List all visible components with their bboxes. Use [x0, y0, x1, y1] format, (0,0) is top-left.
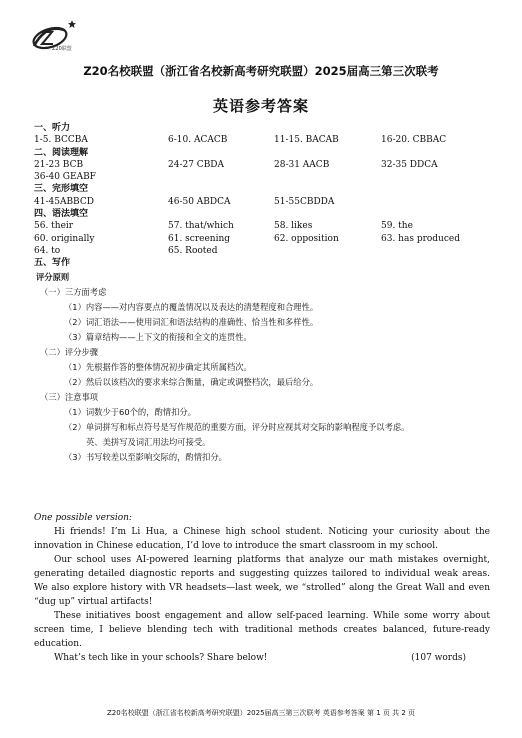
answer-cell: 51-55CBDDA — [274, 196, 335, 207]
answer-row — [34, 245, 494, 257]
document-title: 英语参考答案 — [212, 97, 309, 115]
rubric-item: （三）注意事项 — [40, 391, 99, 402]
answer-cell: 58. likes — [274, 221, 313, 232]
answer-key — [34, 122, 494, 465]
answer-cell: 36-40 GEABF — [34, 172, 96, 183]
rubric-item: （1）内容——对内容要点的覆盖情况以及表达的清楚程度和合理性。 — [64, 301, 319, 312]
rubric-item: 英、美拼写及词汇用法均可接受。 — [86, 436, 211, 447]
answer-cell: 28-31 AACB — [274, 159, 330, 170]
answer-cell: 32-35 DDCA — [381, 159, 438, 170]
answer-cell: 65. Rooted — [168, 245, 218, 256]
rubric-item: （2）然后以该档次的要求来综合衡量，确定或调整档次，最后给分。 — [64, 376, 319, 387]
answer-cell: 16-20. CBBAC — [381, 135, 447, 146]
section-heading-reading: 二、阅读理解 — [34, 147, 89, 158]
sample-essay — [34, 511, 490, 665]
answer-cell: 62. opposition — [274, 233, 339, 244]
answer-cell: 59. the — [381, 221, 413, 232]
section-heading-listening: 一、听力 — [34, 123, 71, 133]
essay-paragraph: What’s tech like in your schools? Share below! — [54, 653, 268, 663]
exam-title: Z20名校联盟（浙江省名校新高考研究联盟）2025届高三第三次联考 — [83, 64, 439, 78]
answer-cell: 11-15. BACAB — [274, 135, 339, 146]
answer-row — [34, 196, 494, 208]
rubric-item: （3）书写较差以至影响交际的，酌情扣分。 — [64, 451, 227, 462]
answer-row — [34, 171, 494, 183]
answer-cell: 41-45ABBCD — [34, 196, 94, 207]
answer-row — [34, 220, 494, 232]
section-heading-writing: 五、写作 — [34, 258, 71, 269]
answer-cell: 57. that/which — [168, 221, 234, 232]
rubric-item: （二）评分步骤 — [40, 346, 99, 357]
answer-cell: 61. screening — [168, 233, 231, 244]
answer-cell: 46-50 ABDCA — [168, 196, 231, 207]
rubric-item: （1）词数少于60个的，酌情扣分。 — [64, 406, 196, 417]
section-heading-cloze: 三、完形填空 — [34, 184, 89, 195]
essay-paragraph: Hi friends! I’m Li Hua, a Chinese high school student. Noticing your curiosity about the innovation in Chinese education, I’d love to introduce the smart classroom in my school. — [34, 527, 490, 551]
answer-cell: 63. has produced — [381, 233, 460, 244]
answer-cell: 24-27 CBDA — [168, 159, 225, 170]
essay-label: One possible version: — [34, 513, 132, 523]
essay-paragraph: These initiatives boost engagement and allow self-paced learning. While some worry about screen time, I believe blending tech with traditional methods creates balanced, future-ready education. — [34, 611, 490, 649]
answer-cell: 56. their — [34, 221, 74, 232]
essay-closing — [34, 651, 490, 665]
rubric-title: 评分原则 — [36, 271, 70, 282]
answer-cell: 1-5. BCCBA — [34, 135, 88, 146]
page-footer: Z20名校联盟（浙江省名校新高考研究联盟）2025届高三第三次联考 英语参考答案 第 1 页 共 2 页 — [107, 709, 415, 717]
word-count: (107 words) — [411, 653, 466, 663]
answer-row — [34, 233, 494, 245]
answer-row — [34, 159, 494, 171]
rubric-item: （2）单词拼写和标点符号是写作规范的重要方面，评分时应视其对交际的影响程度予以考虑。 — [64, 421, 410, 432]
answer-cell: 64. to — [34, 245, 61, 256]
logo-text: Z20联盟 — [52, 46, 72, 52]
answer-row — [34, 134, 494, 146]
essay-paragraph: Our school uses AI-powered learning platforms that analyze our math mistakes overnight, generating detailed diagnostic reports and suggesting quizzes tailored to individual weak areas. We also explore history with VR headsets—last week, we “strolled” along the Great Wall and even “dug up” virtual artifacts! — [34, 555, 490, 607]
rubric-item: （一）三方面考虑 — [40, 286, 107, 297]
answer-cell: 21-23 BCB — [34, 159, 84, 170]
rubric-item: （2）词汇语法——使用词汇和语法结构的准确性、恰当性和多样性。 — [64, 316, 319, 327]
rubric-item: （1）先根据作答的整体情况初步确定其所属档次。 — [64, 361, 252, 372]
rubric-item: （3）篇章结构——上下文的衔接和全文的连贯性。 — [64, 331, 252, 342]
answer-cell: 6-10. ACACB — [168, 135, 228, 146]
answer-cell: 60. originally — [34, 233, 95, 244]
section-heading-grammar: 四、语法填空 — [34, 209, 89, 220]
